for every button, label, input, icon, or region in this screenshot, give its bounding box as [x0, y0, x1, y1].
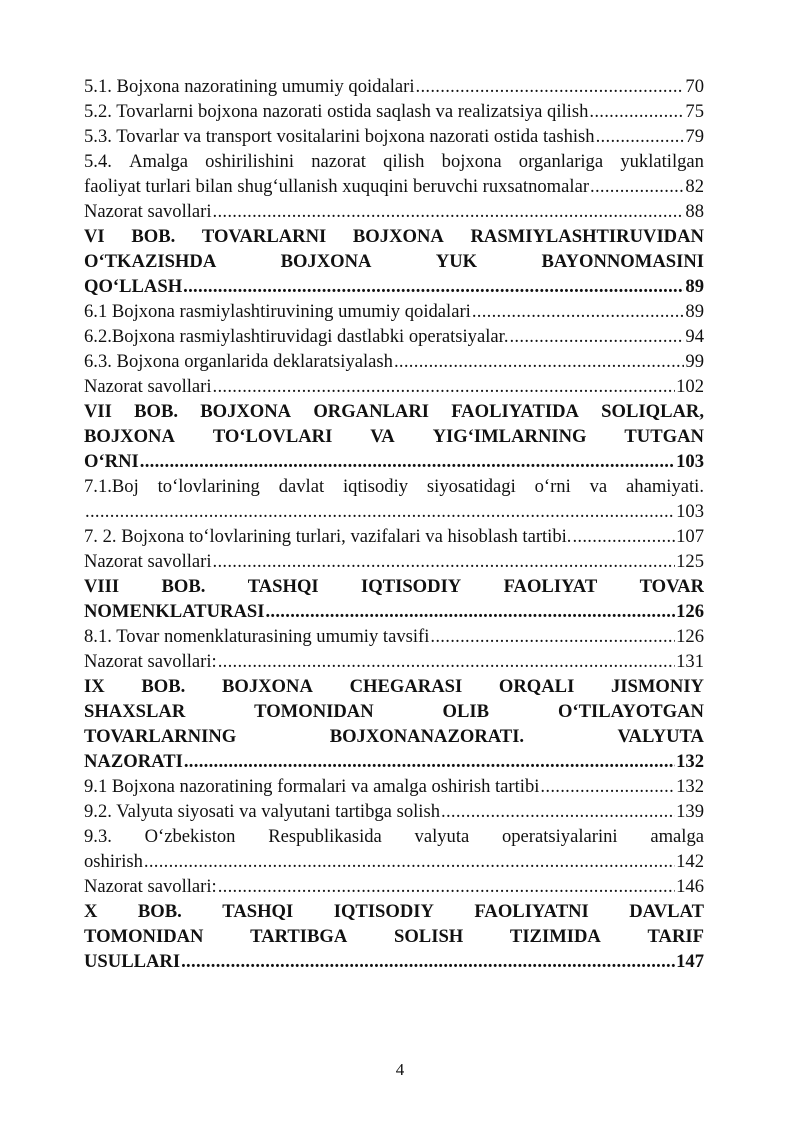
toc-page-number: 125 — [676, 551, 704, 572]
toc-word: organlariga — [518, 151, 604, 172]
dot-leader — [218, 649, 675, 674]
toc-word: 9.3. — [84, 826, 112, 847]
toc-entry-line — [84, 924, 704, 949]
dot-leader — [572, 524, 675, 549]
toc-page-number: 75 — [685, 101, 704, 122]
toc-word: CHEGARASI — [349, 676, 463, 697]
toc-page-number: 131 — [676, 651, 704, 672]
toc-entry[interactable] — [84, 774, 704, 799]
toc-word: davlat — [278, 476, 325, 497]
toc-entry-line — [84, 574, 704, 599]
toc-word: o‘rni — [534, 476, 571, 497]
toc-word: FAOLIYATNI — [474, 901, 589, 922]
toc-entry-line — [84, 174, 704, 199]
toc-entry-title: 9.1 Bojxona nazoratining formalari va amalga oshirish tartibi — [84, 776, 540, 797]
dot-leader — [213, 374, 676, 399]
toc-page-number: 132 — [676, 776, 704, 797]
dot-leader — [472, 299, 685, 324]
toc-entry-title: O‘RNI — [84, 451, 139, 472]
dot-leader — [590, 174, 684, 199]
toc-word: valyuta — [414, 826, 470, 847]
toc-entry-title: NAZORATI — [84, 751, 183, 772]
toc-chapter-entry[interactable] — [84, 399, 704, 474]
dot-leader — [85, 499, 675, 524]
toc-word: YUK — [435, 251, 478, 272]
toc-word: TOVAR — [639, 576, 704, 597]
toc-entry-title: 6.2.Bojxona rasmiylashtiruvidagi dastlabki operatsiyalar. — [84, 326, 509, 347]
toc-word: 7.1.Boj — [84, 476, 139, 497]
toc-entry[interactable] — [84, 524, 704, 549]
toc-page-number: 88 — [685, 201, 704, 222]
toc-entry-line — [84, 724, 704, 749]
dot-leader — [144, 849, 675, 874]
toc-page-number: 102 — [676, 376, 704, 397]
toc-page-number: 103 — [676, 501, 704, 522]
toc-entry-line — [84, 674, 704, 699]
toc-word: TOMONIDAN — [254, 701, 374, 722]
toc-page-number: 79 — [685, 126, 704, 147]
toc-word: FAOLIYAT — [503, 576, 598, 597]
toc-word: operatsiyalarini — [501, 826, 618, 847]
toc-word: JISMONIY — [611, 676, 704, 697]
toc-entry-line — [84, 824, 704, 849]
toc-entry-line — [84, 424, 704, 449]
dot-leader — [430, 624, 675, 649]
toc-entry[interactable] — [84, 549, 704, 574]
toc-word: TARTIBGA — [250, 926, 348, 947]
toc-word: OLIB — [442, 701, 490, 722]
toc-word: YIG‘IMLARNING — [432, 426, 587, 447]
toc-entry[interactable] — [84, 124, 704, 149]
toc-entry-line — [84, 899, 704, 924]
toc-entry-title: Nazorat savollari — [84, 201, 212, 222]
toc-word: SOLISH — [394, 926, 464, 947]
toc-entry-title: 7. 2. Bojxona to‘lovlarining turlari, vazifalari va hisoblash tartibi. — [84, 526, 572, 547]
toc-word: O‘zbekiston — [144, 826, 236, 847]
toc-chapter-entry[interactable] — [84, 899, 704, 974]
dot-leader — [181, 949, 675, 974]
toc-entry-title: oshirish — [84, 851, 143, 872]
toc-chapter-entry[interactable] — [84, 574, 704, 624]
dot-leader — [509, 324, 684, 349]
toc-word: VA — [370, 426, 395, 447]
dot-leader — [589, 99, 684, 124]
toc-page-number: 139 — [676, 801, 704, 822]
toc-entry-line — [84, 499, 704, 524]
toc-word: BOJXONA — [280, 251, 372, 272]
dot-leader — [184, 749, 675, 774]
toc-word: TOVARLARNING — [84, 726, 237, 747]
toc-word: FAOLIYATIDA — [451, 401, 579, 422]
toc-word: oshirilishini — [205, 151, 295, 172]
toc-page-number: 103 — [676, 451, 704, 472]
toc-word: SOLIQLAR, — [601, 401, 704, 422]
toc-word: 5.4. — [84, 151, 112, 172]
toc-word: TASHQI — [247, 576, 319, 597]
toc-chapter-entry[interactable] — [84, 674, 704, 774]
toc-entry[interactable] — [84, 874, 704, 899]
toc-entry-title: 5.3. Tovarlar va transport vositalarini bojxona nazorati ostida tashish — [84, 126, 595, 147]
toc-word: va — [589, 476, 608, 497]
toc-entry-line — [84, 274, 704, 299]
toc-entry-line — [84, 149, 704, 174]
toc-word: TOMONIDAN — [84, 926, 204, 947]
toc-page-number: 147 — [676, 951, 704, 972]
page-number: 4 — [395, 1060, 405, 1079]
toc-word: iqtisodiy — [342, 476, 409, 497]
toc-word: ahamiyati. — [626, 476, 704, 497]
toc-word: ORGANLARI — [313, 401, 430, 422]
toc-page-number: 94 — [685, 326, 704, 347]
dot-leader — [218, 874, 675, 899]
toc-page-number: 132 — [676, 751, 704, 772]
dot-leader — [596, 124, 685, 149]
toc-entry-line — [84, 249, 704, 274]
toc-entry-title: NOMENKLATURASI — [84, 601, 265, 622]
dot-leader — [265, 599, 675, 624]
toc-word: TASHQI — [222, 901, 294, 922]
toc-page-number: 107 — [676, 526, 704, 547]
toc-entry-line — [84, 399, 704, 424]
toc-word: BOJXONA — [200, 401, 292, 422]
toc-word: O‘TILAYOTGAN — [557, 701, 704, 722]
toc-word: amalga — [650, 826, 704, 847]
dot-leader — [140, 449, 675, 474]
toc-entry[interactable] — [84, 149, 704, 199]
toc-word: TIZIMIDA — [509, 926, 601, 947]
toc-word: Amalga — [129, 151, 188, 172]
toc-word: X — [84, 901, 98, 922]
toc-word: qilish — [383, 151, 425, 172]
toc-page-number: 146 — [676, 876, 704, 897]
toc-word: BOB. — [141, 676, 186, 697]
toc-entry[interactable] — [84, 799, 704, 824]
dot-leader — [394, 349, 684, 374]
toc-page-number: 89 — [685, 276, 704, 297]
dot-leader — [441, 799, 675, 824]
toc-entry[interactable] — [84, 374, 704, 399]
toc-entry[interactable] — [84, 649, 704, 674]
toc-entry[interactable] — [84, 624, 704, 649]
toc-entry-title: faoliyat turlari bilan shug‘ullanish xuquqini beruvchi ruxsatnomalar — [84, 176, 590, 197]
toc-word: IQTISODIY — [361, 576, 462, 597]
toc-word: VI — [84, 226, 105, 247]
toc-entry-line — [84, 599, 704, 624]
toc-word: bojxona — [441, 151, 502, 172]
toc-page-number: 142 — [676, 851, 704, 872]
toc-word: O‘TKAZISHDA — [84, 251, 217, 272]
toc-entry-title: 9.2. Valyuta siyosati va valyutani tartibga solish — [84, 801, 440, 822]
toc-word: IX — [84, 676, 105, 697]
toc-word: BOJXONANAZORATI. — [329, 726, 525, 747]
toc-entry-title: QO‘LLASH — [84, 276, 183, 297]
toc-page-number: 82 — [685, 176, 704, 197]
toc-entry[interactable] — [84, 74, 704, 99]
toc-word: BOB. — [161, 576, 206, 597]
toc-word: VIII — [84, 576, 120, 597]
toc-word: VII — [84, 401, 112, 422]
toc-word: Respublikasida — [268, 826, 382, 847]
toc-word: IQTISODIY — [333, 901, 434, 922]
toc-word: BOJXONA — [84, 426, 175, 447]
toc-entry-line — [84, 849, 704, 874]
toc-word: SHAXSLAR — [84, 701, 186, 722]
toc-page-number: 99 — [685, 351, 704, 372]
toc-word: TARIF — [647, 926, 704, 947]
toc-word: yuklatilgan — [620, 151, 704, 172]
toc-word: BOB. — [134, 401, 179, 422]
toc-entry-title: Nazorat savollari: — [84, 876, 217, 897]
toc-entry[interactable] — [84, 199, 704, 224]
toc-entry-title: Nazorat savollari: — [84, 651, 217, 672]
toc-entry-title: 6.3. Bojxona organlarida deklaratsiyalash — [84, 351, 393, 372]
toc-word: nazorat — [311, 151, 366, 172]
toc-word: BOJXONA — [221, 676, 313, 697]
toc-word: DAVLAT — [629, 901, 704, 922]
toc-page-number: 126 — [676, 601, 704, 622]
toc-word: siyosatidagi — [426, 476, 516, 497]
toc-entry-line — [84, 224, 704, 249]
table-of-contents — [84, 74, 704, 974]
toc-word: TUTGAN — [624, 426, 704, 447]
dot-leader — [540, 774, 675, 799]
toc-entry-title: 8.1. Tovar nomenklaturasining umumiy tavsifi — [84, 626, 430, 647]
toc-chapter-entry[interactable] — [84, 224, 704, 299]
toc-page-number: 89 — [685, 301, 704, 322]
toc-entry-title: Nazorat savollari — [84, 376, 212, 397]
dot-leader — [213, 549, 676, 574]
toc-word: to‘lovlarining — [157, 476, 260, 497]
toc-entry-line — [84, 749, 704, 774]
toc-word: TOVARLARNI — [201, 226, 327, 247]
toc-word: TO‘LOVLARI — [212, 426, 333, 447]
toc-entry[interactable] — [84, 474, 704, 524]
toc-word: ORQALI — [498, 676, 575, 697]
toc-entry[interactable] — [84, 299, 704, 324]
toc-page-number: 126 — [676, 626, 704, 647]
toc-entry[interactable] — [84, 349, 704, 374]
dot-leader — [213, 199, 685, 224]
toc-word: BOJXONA — [352, 226, 444, 247]
toc-word: RASMIYLASHTIRUVIDAN — [470, 226, 704, 247]
toc-word: BOB. — [131, 226, 176, 247]
toc-entry-line — [84, 699, 704, 724]
toc-word: BAYONNOMASINI — [541, 251, 704, 272]
toc-entry-title: USULLARI — [84, 951, 181, 972]
dot-leader — [183, 274, 684, 299]
toc-word: VALYUTA — [617, 726, 704, 747]
toc-entry-title: 5.2. Tovarlarni bojxona nazorati ostida saqlash va realizatsiya qilish — [84, 101, 589, 122]
toc-entry-title: 6.1 Bojxona rasmiylashtiruvining umumiy qoidalari — [84, 301, 471, 322]
toc-entry-line — [84, 474, 704, 499]
toc-page-number: 70 — [685, 76, 704, 97]
toc-entry-line — [84, 449, 704, 474]
dot-leader — [416, 74, 685, 99]
toc-entry[interactable] — [84, 324, 704, 349]
toc-entry[interactable] — [84, 824, 704, 874]
toc-word: BOB. — [137, 901, 182, 922]
toc-entry-line — [84, 949, 704, 974]
toc-entry-title: Nazorat savollari — [84, 551, 212, 572]
toc-entry-title: 5.1. Bojxona nazoratining umumiy qoidalari — [84, 76, 415, 97]
toc-entry[interactable] — [84, 99, 704, 124]
